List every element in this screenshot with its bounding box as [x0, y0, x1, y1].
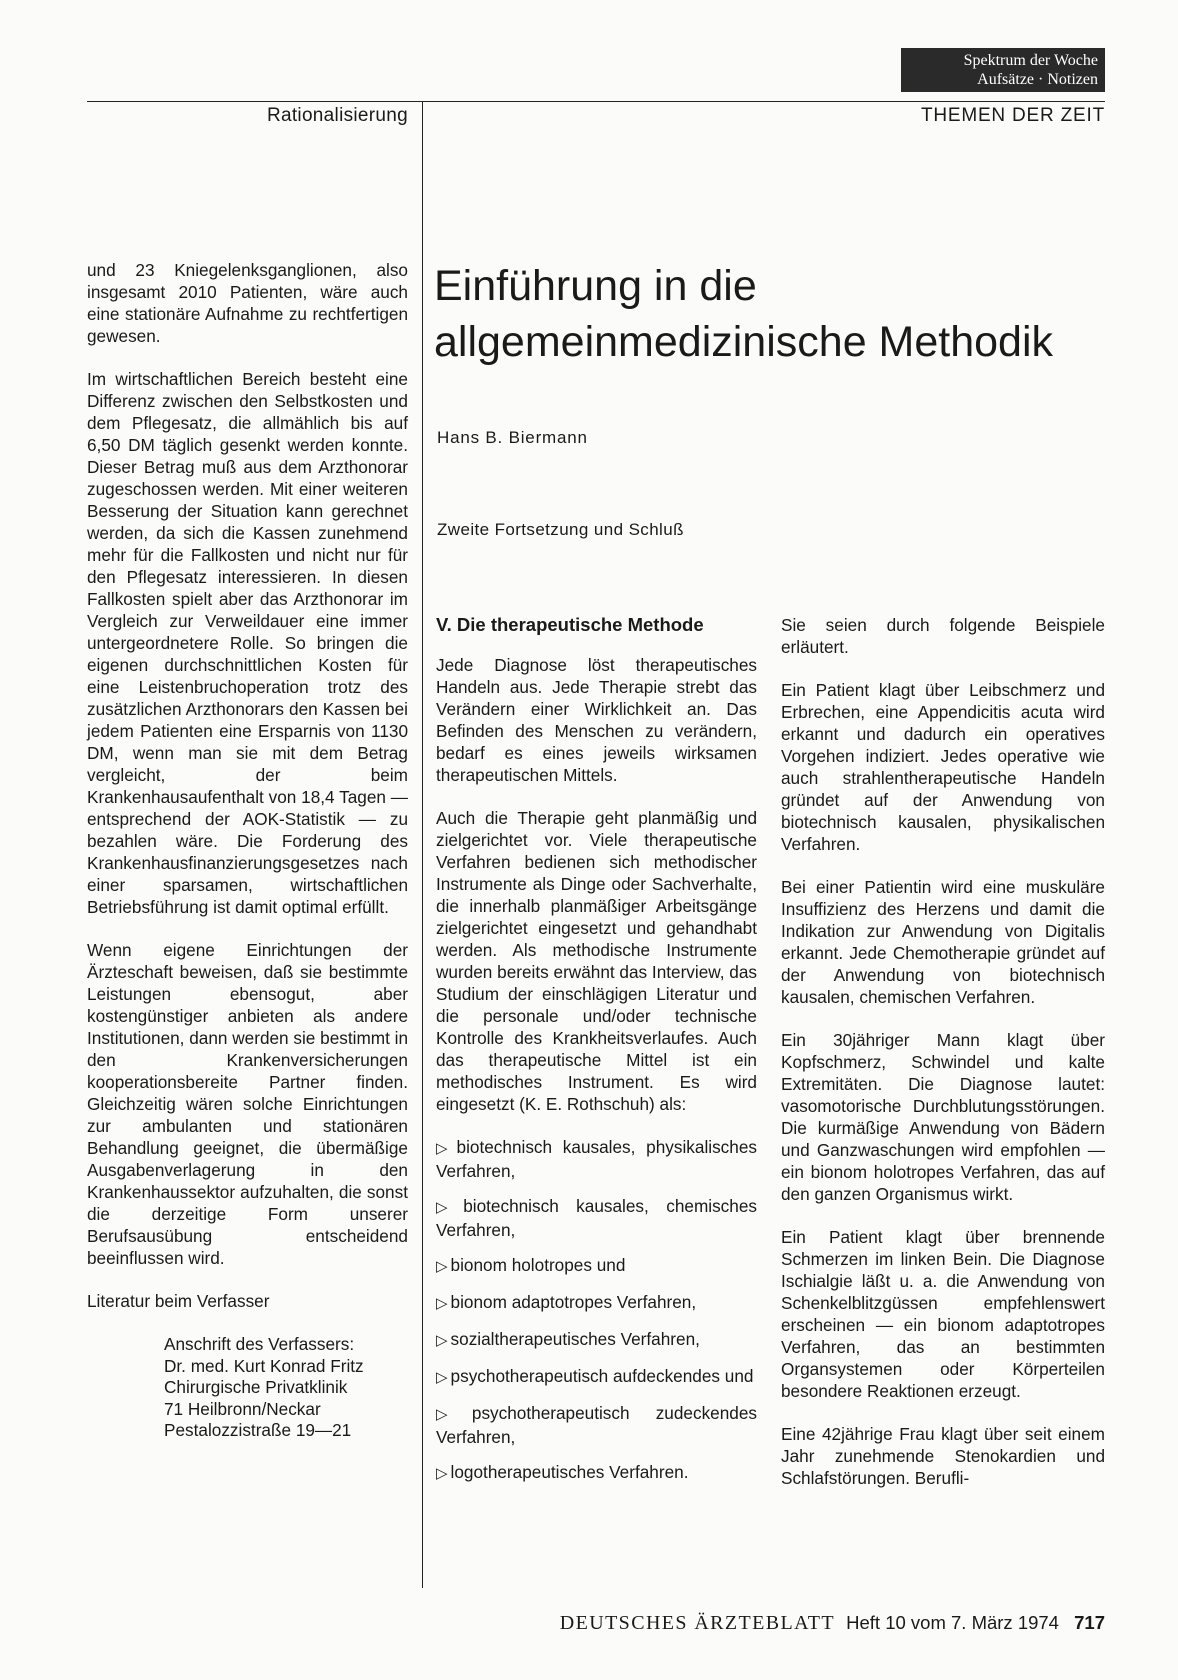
list-item: ▷ bionom holotropes und — [436, 1255, 626, 1275]
left-paragraph-1: und 23 Kniegelenksganglionen, also insgesamt 2010 Patienten, wäre auch eine stationäre Aufnahme zu rechtfertigen gewesen. — [87, 260, 408, 346]
left-paragraph-2: Im wirtschaftlichen Bereich besteht eine Differenz zwischen den Selbstkosten und dem Pflegesatz, die allmählich bis auf 6,50 DM täglich gesenkt werden konnte. Dieser Betrag muß aus dem Arzthonorar zugeschossen werden. Mit einer weiteren Besserung der Situation kann gerechnet werden, da sich die Kassen zunehmend mehr für die Fallkosten und nicht nur für den Pflegesatz interessieren. In diesen Fallkosten spielt aber das Arzthonorar im Vergleich zur Verweildauer eine immer untergeordnetere Rolle. So bringen die eigenen durchschnittlichen Kosten für eine Leistenbruchoperation trotz des zusätzlichen Arzthonorars den Kassen bei jedem Patienten eine Ersparnis von 1130 DM, wenn man sie mit dem Betrag vergleicht, der beim Krankenhausaufenthalt von 18,4 Tagen — entsprechend der AOK-Statistik — zu bezahlen wäre. Die Forderung des Krankenhausfinanzierungsgesetzes nach einer sparsamen, wirtschaftlichen Betriebsführung ist damit optimal erfüllt. — [87, 369, 408, 917]
journal-name: DEUTSCHES ÄRZTEBLATT — [559, 1612, 835, 1634]
literature-note: Literatur beim Verfasser — [87, 1291, 270, 1311]
address-line: Chirurgische Privatklinik — [164, 1377, 348, 1397]
list-item: ▷ bionom adaptotropes Verfahren, — [436, 1292, 697, 1312]
triangle-bullet-icon: ▷ — [436, 1369, 448, 1386]
right-paragraph-6: Eine 42jährige Frau klagt über seit einem Jahr zunehmende Stenokardien und Schlafstörungen. Berufli- — [781, 1424, 1105, 1488]
address-line: Anschrift des Verfassers: — [164, 1334, 355, 1354]
right-column — [781, 614, 1105, 1510]
triangle-bullet-icon: ▷ — [436, 1295, 448, 1312]
badge-line-1: Spektrum der Woche — [963, 52, 1098, 69]
address-line: Dr. med. Kurt Konrad Fritz — [164, 1355, 364, 1376]
address-line: Pestalozzistraße 19—21 — [164, 1420, 352, 1440]
section-heading: V. Die therapeutische Methode — [436, 614, 704, 635]
list-item: ▷ sozialtherapeutisches Verfahren, — [436, 1329, 700, 1349]
middle-column — [436, 614, 757, 1498]
list-item: ▷ logotherapeutisches Verfahren. — [436, 1462, 689, 1482]
right-paragraph-3: Bei einer Patientin wird eine muskuläre Insuffizienz des Herzens und damit die Indikation zur Anwendung von Digitalis erkannt. Jede Chemotherapie gründet auf der Anwendung von biotechnisch kausalen, chemischen Verfahren. — [781, 877, 1105, 1007]
issue-info: Heft 10 vom 7. März 1974 — [846, 1612, 1059, 1633]
left-paragraph-3: Wenn eigene Einrichtungen der Ärzteschaft beweisen, daß sie bestimmte Leistungen ebensogut, aber kostengünstiger anbieten als andere Institutionen, dann werden sie bestimmt in den Krankenversicherungen kooperationsbereite Partner finden. Gleichzeitig wären solche Einrichtungen zur ambulanten und stationären Behandlung geeignet, die übermäßige Ausgabenverlagerung in den Krankenhaussektor aufzuhalten, die sonst die derzeitige Form unserer Berufsausübung entscheidend beeinflussen wird. — [87, 940, 409, 1268]
list-item: ▷ psychotherapeutisch zudeckendes Verfahren, — [436, 1403, 757, 1447]
section-label-left: Rationalisierung — [266, 105, 408, 126]
mid-paragraph-2: Auch die Therapie geht planmäßig und zielgerichtet vor. Viele therapeutische Verfahren bedienen sich methodischer Instrumente als Dinge oder Sachverhalte, die innerhalb planmäßiger Arbeitsgänge zielgerichtet eingesetzt und gehandhabt werden. Als methodische Instrumente wurden bereits erwähnt das Interview, das Studium der einschlägigen Literatur und die personale und/oder technische Kontrolle des Krankheitsverlaufes. Auch das therapeutische Mittel ist ein methodisches Instrument. Es wird eingesetzt (K. E. Rothschuh) als: — [436, 808, 758, 1114]
section-badge — [901, 48, 1105, 92]
triangle-bullet-icon: ▷ — [436, 1465, 448, 1482]
header-rule — [87, 101, 1105, 102]
page-footer — [488, 1612, 1105, 1635]
right-paragraph-1: Sie seien durch folgende Beispiele erläutert. — [781, 615, 1105, 657]
article-author: Hans B. Biermann — [437, 428, 588, 447]
triangle-bullet-icon: ▷ — [436, 1199, 461, 1216]
list-item: ▷ psychotherapeutisch aufdeckendes und — [436, 1366, 754, 1386]
section-label-right: THEMEN DER ZEIT — [920, 105, 1105, 126]
column-divider — [422, 101, 423, 1588]
article-title — [434, 258, 1114, 370]
left-column — [87, 259, 408, 1442]
list-item: ▷ biotechnisch kausales, chemisches Verfahren, — [436, 1196, 757, 1240]
right-paragraph-5: Ein Patient klagt über brennende Schmerzen im linken Bein. Die Diagnose Ischialgie läßt u. a. die Anwendung von Schenkelblitzgüssen empfehlenswert erscheinen — ein bionom adaptotropes Verfahren, das an bestimmten Organsystemen oder Körperteilen besondere Reaktionen erzeugt. — [781, 1227, 1105, 1401]
article-subtitle: Zweite Fortsetzung und Schluß — [437, 520, 684, 539]
author-address — [164, 1334, 408, 1442]
right-paragraph-2: Ein Patient klagt über Leibschmerz und Erbrechen, eine Appendicitis acuta wird erkannt und dadurch ein operatives Vorgehen indiziert. Jedes operative wie auch strahlentherapeutische Handeln gründet auf der Anwendung von biotechnisch kausalen, physikalischen Verfahren. — [781, 680, 1105, 854]
title-line-2: allgemeinmedizinische Methodik — [434, 318, 1054, 366]
triangle-bullet-icon: ▷ — [436, 1140, 454, 1157]
triangle-bullet-icon: ▷ — [436, 1258, 448, 1275]
list-item: ▷ biotechnisch kausales, physikalisches Verfahren, — [436, 1137, 757, 1181]
page-number: 717 — [1074, 1612, 1105, 1633]
mid-paragraph-1: Jede Diagnose löst therapeutisches Handeln aus. Jede Therapie strebt das Verändern einer Wirklichkeit an. Das Befinden des Menschen zu verändern, bedarf es eines jeweils wirksamen therapeutischen Mittels. — [436, 655, 757, 785]
address-line: 71 Heilbronn/Neckar — [164, 1398, 321, 1419]
title-line-1: Einführung in die — [434, 262, 757, 310]
triangle-bullet-icon: ▷ — [436, 1406, 469, 1423]
right-paragraph-4: Ein 30jähriger Mann klagt über Kopfschmerz, Schwindel und kalte Extremitäten. Die Diagnose lautet: vasomotorische Durchblutungsstörungen. Die kurmäßige Anwendung von Bädern und Ganzwaschungen wird empfohlen — ein bionom holotropes Verfahren, das auf den ganzen Organismus wirkt. — [781, 1030, 1105, 1204]
triangle-bullet-icon: ▷ — [436, 1332, 448, 1349]
badge-line-2: Aufsätze · Notizen — [977, 71, 1098, 88]
procedure-list — [436, 1136, 757, 1485]
